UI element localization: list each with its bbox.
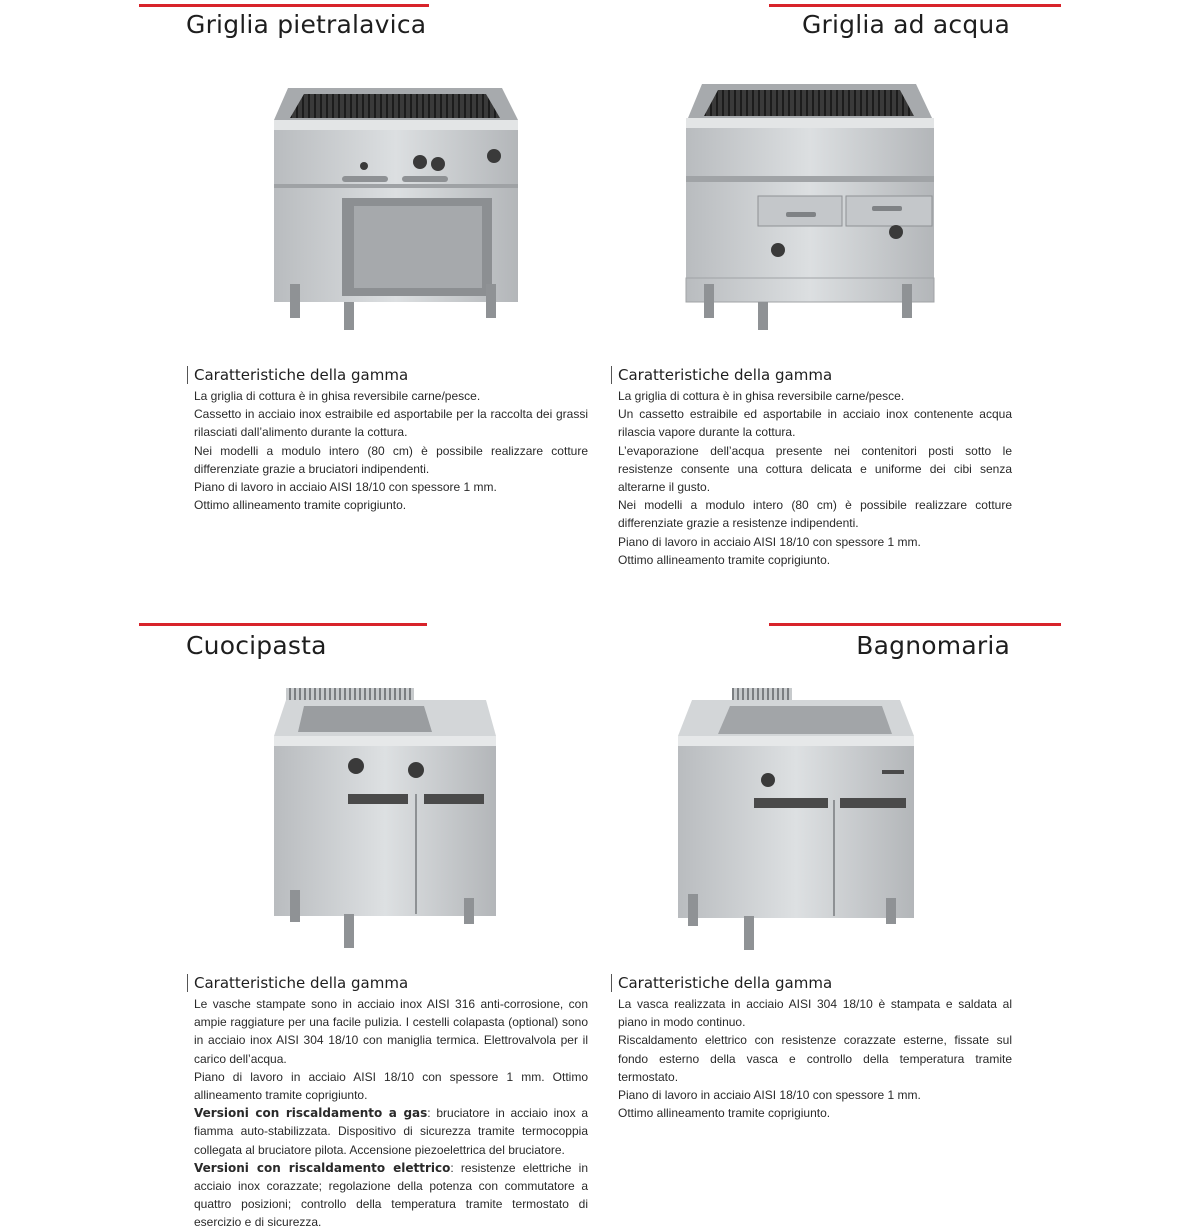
gas-version-text: : bruciatore in acciaio inox a fiamma auto-stabilizzata. Dispositivo di sicurezza tramite termocoppia collegata al bruciatore pilota. Accensione piezoelettrica del bruciatore. bbox=[194, 1106, 588, 1157]
product-image-griglia-pietralavica bbox=[260, 80, 530, 350]
feature-paragraph: Piano di lavoro in acciaio AISI 18/10 con spessore 1 mm. bbox=[618, 1088, 921, 1103]
features-heading: Caratteristiche della gamma bbox=[611, 366, 1012, 384]
features-griglia-pietralavica bbox=[194, 366, 588, 514]
title-rule-griglia-pietralavica bbox=[139, 4, 429, 7]
features-bagnomaria bbox=[618, 974, 1012, 1122]
product-image-griglia-ad-acqua bbox=[674, 80, 944, 350]
gas-version-label: Versioni con riscaldamento a gas bbox=[194, 1106, 428, 1121]
product-image-bagnomaria bbox=[672, 684, 922, 954]
title-bagnomaria: Bagnomaria bbox=[856, 631, 1010, 660]
feature-paragraph: Piano di lavoro in acciaio AISI 18/10 con spessore 1 mm. bbox=[194, 480, 497, 495]
title-rule-cuocipasta bbox=[139, 623, 427, 626]
feature-paragraph: Piano di lavoro in acciaio AISI 18/10 con spessore 1 mm. bbox=[618, 534, 921, 549]
feature-paragraph: La griglia di cottura è in ghisa reversibile carne/pesce. bbox=[618, 389, 905, 403]
feature-paragraph: Ottimo allineamento tramite coprigiunto. bbox=[194, 498, 407, 513]
feature-paragraph: Piano di lavoro in acciaio AISI 18/10 con spessore 1 mm. Ottimo allineamento tramite coprigiunto. bbox=[194, 1069, 588, 1103]
feature-paragraph-electric bbox=[194, 1159, 588, 1232]
title-griglia-ad-acqua: Griglia ad acqua bbox=[801, 10, 1010, 39]
feature-paragraph: Cassetto in acciaio inox estraibile ed asportabile per la raccolta dei grassi rilasciati dall’alimento durante la cottura. bbox=[194, 407, 588, 440]
feature-paragraph: Un cassetto estraibile ed asportabile in acciaio inox contenente acqua rilascia vapore durante la cottura. bbox=[618, 407, 1012, 440]
feature-paragraph: Riscaldamento elettrico con resistenze corazzate esterne, fissate sul fondo esterno della vasca e controllo della temperatura tramite termostato. bbox=[618, 1033, 1012, 1084]
feature-paragraph: Nei modelli a modulo intero (80 cm) è possibile realizzare cotture differenziate grazie a bruciatori indipendenti. bbox=[194, 443, 588, 476]
electric-version-text: : resistenze elettriche in acciaio inox corazzate; regolazione della potenza con commutatore a quattro posizioni; controllo della temperatura tramite termostato di esercizio e di sicurezza. bbox=[194, 1160, 588, 1230]
features-heading: Caratteristiche della gamma bbox=[187, 366, 588, 384]
title-griglia-pietralavica: Griglia pietralavica bbox=[186, 10, 427, 39]
feature-paragraph-gas bbox=[194, 1104, 588, 1159]
features-cuocipasta bbox=[194, 974, 588, 1232]
feature-paragraph: Le vasche stampate sono in acciaio inox AISI 316 anti-corrosione, con ampie raggiature per una facile pulizia. I cestelli colapasta (optional) sono in acciaio inox AISI 304 18/10 con maniglia termica. Elettrovalvola per il carico dell’acqua. bbox=[194, 997, 588, 1066]
feature-paragraph: L’evaporazione dell’acqua presente nei contenitori posti sotto le resistenze consente una cottura delicata e uniforme dei cibi senza alterarne il gusto. bbox=[618, 443, 1012, 495]
product-image-cuocipasta bbox=[264, 684, 504, 954]
title-rule-griglia-ad-acqua bbox=[769, 4, 1061, 7]
feature-paragraph: Nei modelli a modulo intero (80 cm) è possibile realizzare cotture differenziate grazie a resistenze indipendenti. bbox=[618, 498, 1012, 531]
electric-version-label: Versioni con riscaldamento elettrico bbox=[194, 1160, 451, 1175]
feature-paragraph: La griglia di cottura è in ghisa reversibile carne/pesce. bbox=[194, 389, 481, 403]
feature-paragraph: Ottimo allineamento tramite coprigiunto. bbox=[618, 552, 831, 567]
features-heading: Caratteristiche della gamma bbox=[611, 974, 1012, 992]
title-rule-bagnomaria bbox=[769, 623, 1061, 626]
features-griglia-ad-acqua bbox=[618, 366, 1012, 569]
feature-paragraph: La vasca realizzata in acciaio AISI 304 18/10 è stampata e saldata al piano in modo continuo. bbox=[618, 997, 1012, 1030]
features-heading: Caratteristiche della gamma bbox=[187, 974, 588, 992]
title-cuocipasta: Cuocipasta bbox=[186, 631, 327, 660]
feature-paragraph: Ottimo allineamento tramite coprigiunto. bbox=[618, 1106, 831, 1121]
